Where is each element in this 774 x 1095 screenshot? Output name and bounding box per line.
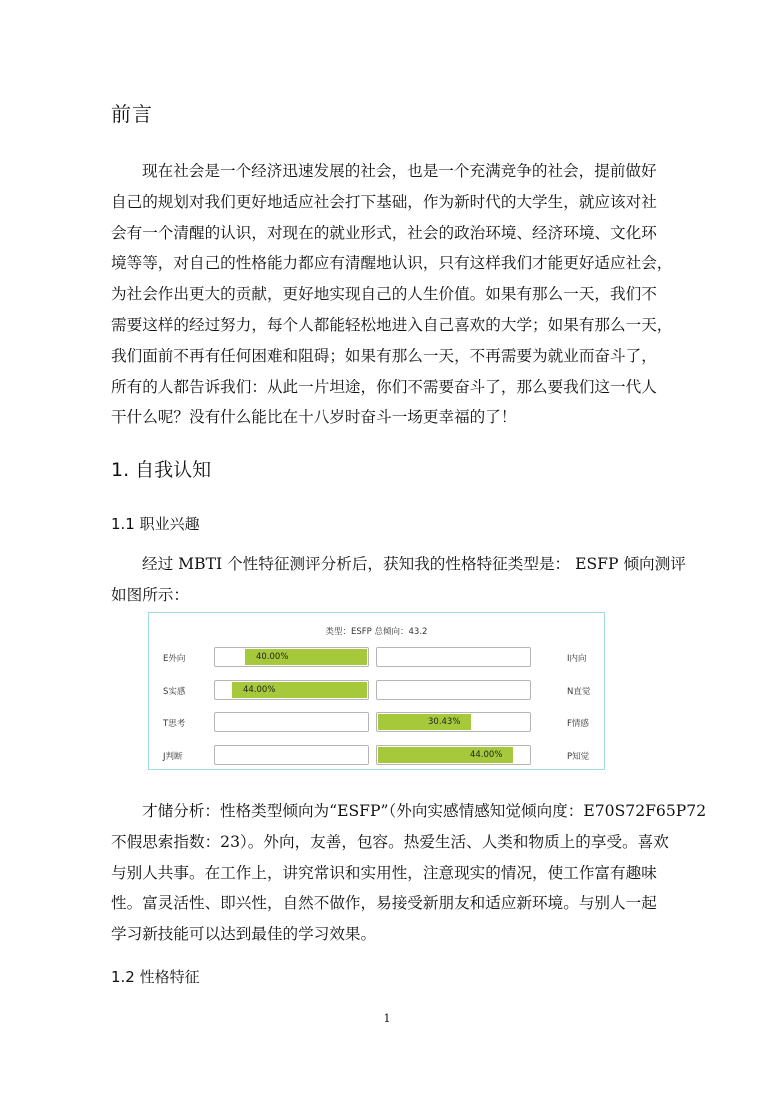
chart-right-track: [376, 680, 531, 700]
paragraph-line: 我们面前不再有任何困难和阻碍；如果有那么一天，不再需要为就业而奋斗了，: [111, 346, 657, 365]
chart-left-label: T思考: [163, 719, 186, 729]
chart-left-track: [214, 647, 369, 667]
paragraph-line: 会有一个清醒的认识，对现在的就业形式，社会的政治环境、经济环境、文化环: [111, 223, 657, 242]
preface-heading: 前言: [111, 102, 153, 126]
paragraph-line: 性。富灵活性、即兴性，自然不做作，易接受新朋友和适应新环境。与别人一起: [111, 894, 657, 913]
section-heading-self-cognition: 1. 自我认知: [111, 459, 212, 481]
paragraph-line: 自己的规划对我们更好地适应社会打下基础，作为新时代的大学生，就应该对社: [111, 192, 657, 211]
chart-value-label: 44.00%: [243, 685, 276, 695]
chart-row: [149, 680, 604, 702]
paragraph-line: 需要这样的经过努力，每个人都能轻松地进入自己喜欢的大学；如果有那么一天，: [111, 315, 673, 334]
chart-title: 类型：ESFP 总倾向：43.2: [325, 627, 428, 637]
chart-right-label: I内向: [567, 654, 587, 664]
preface-paragraph: [111, 156, 673, 433]
paragraph-line: 如图所示：: [111, 585, 189, 604]
paragraph-line: 不假思索指数：23）。外向，友善，包容。热爱生活、人类和物质上的享受。喜欢: [111, 832, 669, 851]
paragraph-line: 为社会作出更大的贡献，更好地实现自己的人生价值。如果有那么一天，我们不: [111, 285, 657, 304]
chart-value-label: 40.00%: [256, 652, 289, 662]
chart-right-track: [376, 647, 531, 667]
chart-right-label: N直觉: [567, 687, 591, 697]
chart-left-track: [214, 680, 369, 700]
chart-left-label: S实感: [163, 687, 186, 697]
analysis-paragraph: [111, 796, 707, 950]
chart-right-label: P知觉: [567, 752, 590, 762]
paragraph-line: 干什么呢？没有什么能比在十八岁时奋斗一场更幸福的了！: [111, 408, 517, 427]
chart-right-track: [376, 712, 531, 732]
page-number: 1: [383, 1012, 391, 1025]
chart-left-track: [214, 712, 369, 732]
paragraph-line: 学习新技能可以达到最佳的学习效果。: [111, 925, 377, 944]
paragraph-line: 才储分析：性格类型倾向为“ESFP”（外向实感情感知觉倾向度：E70S72F65P72: [142, 802, 707, 820]
paragraph-line: 所有的人都告诉我们：从此一片坦途，你们不需要奋斗了，那么要我们这一代人: [111, 377, 657, 396]
chart-value-label: 44.00%: [470, 750, 503, 760]
mbti-intro-paragraph: [111, 549, 686, 611]
chart-right-track: [376, 745, 531, 765]
chart-row: [149, 712, 604, 734]
chart-left-label: J判断: [163, 752, 183, 762]
chart-right-label: F情感: [567, 719, 589, 729]
chart-left-label: E外向: [163, 654, 186, 664]
chart-left-track: [214, 745, 369, 765]
subsection-heading-personality: 1.2 性格特征: [111, 968, 200, 986]
subsection-heading-career-interest: 1.1 职业兴趣: [111, 515, 200, 533]
chart-row: [149, 647, 604, 669]
chart-value-label: 30.43%: [428, 717, 461, 727]
paragraph-line: 与别人共事。在工作上，讲究常识和实用性，注意现实的情况，使工作富有趣味: [111, 863, 657, 882]
paragraph-line: 现在社会是一个经济迅速发展的社会，也是一个充满竞争的社会，提前做好: [142, 162, 657, 180]
paragraph-line: 境等等，对自己的性格能力都应有清醒地认识，只有这样我们才能更好适应社会，: [111, 254, 673, 273]
paragraph-line: 经过 MBTI 个性特征测评分析后，获知我的性格特征类型是： ESFP 倾向测评: [142, 555, 686, 573]
chart-row: [149, 745, 604, 767]
mbti-chart: [148, 612, 605, 770]
